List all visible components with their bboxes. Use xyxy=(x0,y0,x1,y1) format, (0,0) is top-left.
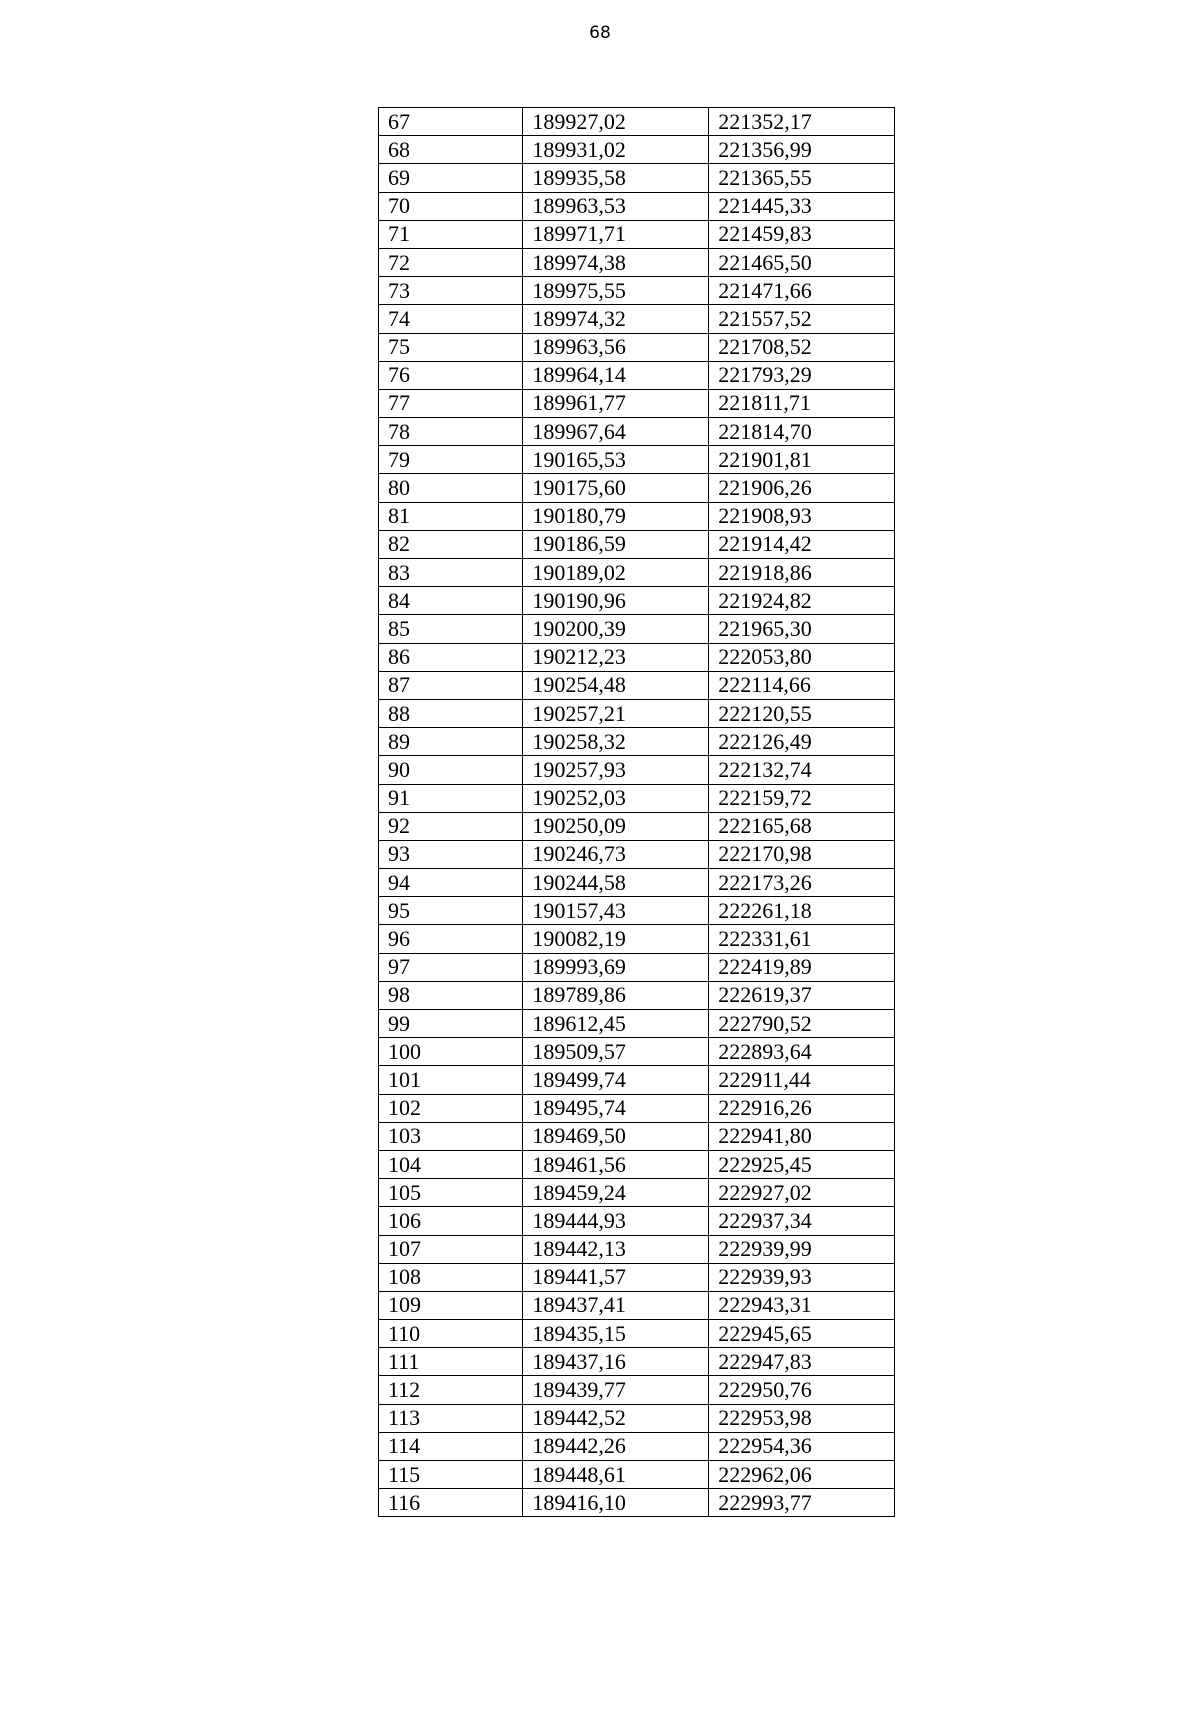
point-number-cell: 86 xyxy=(379,643,523,671)
x-coordinate-cell: 189963,53 xyxy=(523,192,709,220)
point-number-cell: 92 xyxy=(379,812,523,840)
y-coordinate-cell: 222993,77 xyxy=(709,1489,895,1517)
x-coordinate-cell: 189442,13 xyxy=(523,1235,709,1263)
point-number-cell: 107 xyxy=(379,1235,523,1263)
point-number-cell: 97 xyxy=(379,953,523,981)
y-coordinate-cell: 222053,80 xyxy=(709,643,895,671)
y-coordinate-cell: 222953,98 xyxy=(709,1404,895,1432)
table-row xyxy=(379,1122,895,1150)
point-number-cell: 74 xyxy=(379,305,523,333)
y-coordinate-cell: 222159,72 xyxy=(709,784,895,812)
point-number-cell: 105 xyxy=(379,1179,523,1207)
x-coordinate-cell: 190250,09 xyxy=(523,812,709,840)
x-coordinate-cell: 189971,71 xyxy=(523,220,709,248)
table-row xyxy=(379,840,895,868)
x-coordinate-cell: 189442,52 xyxy=(523,1404,709,1432)
point-number-cell: 103 xyxy=(379,1122,523,1150)
y-coordinate-cell: 222939,93 xyxy=(709,1263,895,1291)
x-coordinate-cell: 189441,57 xyxy=(523,1263,709,1291)
y-coordinate-cell: 221924,82 xyxy=(709,587,895,615)
point-number-cell: 104 xyxy=(379,1150,523,1178)
x-coordinate-cell: 190082,19 xyxy=(523,925,709,953)
table-row xyxy=(379,1376,895,1404)
x-coordinate-cell: 190246,73 xyxy=(523,840,709,868)
point-number-cell: 84 xyxy=(379,587,523,615)
x-coordinate-cell: 189444,93 xyxy=(523,1207,709,1235)
x-coordinate-cell: 190157,43 xyxy=(523,897,709,925)
point-number-cell: 67 xyxy=(379,108,523,136)
x-coordinate-cell: 190190,96 xyxy=(523,587,709,615)
coordinates-table-body xyxy=(379,108,895,1517)
point-number-cell: 71 xyxy=(379,220,523,248)
x-coordinate-cell: 190175,60 xyxy=(523,474,709,502)
x-coordinate-cell: 189963,56 xyxy=(523,333,709,361)
y-coordinate-cell: 222945,65 xyxy=(709,1320,895,1348)
point-number-cell: 68 xyxy=(379,136,523,164)
y-coordinate-cell: 222173,26 xyxy=(709,869,895,897)
table-row xyxy=(379,812,895,840)
point-number-cell: 96 xyxy=(379,925,523,953)
y-coordinate-cell: 221914,42 xyxy=(709,530,895,558)
point-number-cell: 87 xyxy=(379,671,523,699)
y-coordinate-cell: 222619,37 xyxy=(709,981,895,1009)
point-number-cell: 89 xyxy=(379,728,523,756)
x-coordinate-cell: 189499,74 xyxy=(523,1066,709,1094)
x-coordinate-cell: 190212,23 xyxy=(523,643,709,671)
x-coordinate-cell: 190254,48 xyxy=(523,671,709,699)
x-coordinate-cell: 190180,79 xyxy=(523,502,709,530)
x-coordinate-cell: 189509,57 xyxy=(523,1038,709,1066)
table-row xyxy=(379,192,895,220)
point-number-cell: 70 xyxy=(379,192,523,220)
x-coordinate-cell: 189442,26 xyxy=(523,1432,709,1460)
y-coordinate-cell: 222790,52 xyxy=(709,1010,895,1038)
y-coordinate-cell: 222950,76 xyxy=(709,1376,895,1404)
y-coordinate-cell: 221708,52 xyxy=(709,333,895,361)
y-coordinate-cell: 222937,34 xyxy=(709,1207,895,1235)
table-row xyxy=(379,643,895,671)
y-coordinate-cell: 221901,81 xyxy=(709,446,895,474)
point-number-cell: 80 xyxy=(379,474,523,502)
x-coordinate-cell: 189469,50 xyxy=(523,1122,709,1150)
table-row xyxy=(379,784,895,812)
point-number-cell: 114 xyxy=(379,1432,523,1460)
y-coordinate-cell: 221365,55 xyxy=(709,164,895,192)
table-row xyxy=(379,1461,895,1489)
coordinates-table xyxy=(378,107,895,1517)
y-coordinate-cell: 222126,49 xyxy=(709,728,895,756)
point-number-cell: 98 xyxy=(379,981,523,1009)
y-coordinate-cell: 222419,89 xyxy=(709,953,895,981)
table-row xyxy=(379,756,895,784)
point-number-cell: 106 xyxy=(379,1207,523,1235)
table-row xyxy=(379,925,895,953)
y-coordinate-cell: 222939,99 xyxy=(709,1235,895,1263)
table-row xyxy=(379,474,895,502)
x-coordinate-cell: 189974,32 xyxy=(523,305,709,333)
x-coordinate-cell: 190252,03 xyxy=(523,784,709,812)
y-coordinate-cell: 221459,83 xyxy=(709,220,895,248)
table-row xyxy=(379,136,895,164)
point-number-cell: 69 xyxy=(379,164,523,192)
point-number-cell: 83 xyxy=(379,559,523,587)
x-coordinate-cell: 189461,56 xyxy=(523,1150,709,1178)
y-coordinate-cell: 222114,66 xyxy=(709,671,895,699)
y-coordinate-cell: 222893,64 xyxy=(709,1038,895,1066)
point-number-cell: 94 xyxy=(379,869,523,897)
y-coordinate-cell: 221918,86 xyxy=(709,559,895,587)
y-coordinate-cell: 221352,17 xyxy=(709,108,895,136)
y-coordinate-cell: 222943,31 xyxy=(709,1291,895,1319)
table-row xyxy=(379,389,895,417)
x-coordinate-cell: 190244,58 xyxy=(523,869,709,897)
table-row xyxy=(379,1489,895,1517)
y-coordinate-cell: 222165,68 xyxy=(709,812,895,840)
point-number-cell: 78 xyxy=(379,418,523,446)
y-coordinate-cell: 221793,29 xyxy=(709,361,895,389)
table-row xyxy=(379,305,895,333)
x-coordinate-cell: 189459,24 xyxy=(523,1179,709,1207)
table-row xyxy=(379,1320,895,1348)
point-number-cell: 99 xyxy=(379,1010,523,1038)
point-number-cell: 102 xyxy=(379,1094,523,1122)
table-row xyxy=(379,1404,895,1432)
point-number-cell: 75 xyxy=(379,333,523,361)
x-coordinate-cell: 189495,74 xyxy=(523,1094,709,1122)
table-row xyxy=(379,615,895,643)
table-row xyxy=(379,1348,895,1376)
y-coordinate-cell: 221465,50 xyxy=(709,248,895,276)
x-coordinate-cell: 189437,41 xyxy=(523,1291,709,1319)
table-row xyxy=(379,728,895,756)
x-coordinate-cell: 189964,14 xyxy=(523,361,709,389)
table-row xyxy=(379,1235,895,1263)
y-coordinate-cell: 222120,55 xyxy=(709,699,895,727)
y-coordinate-cell: 221557,52 xyxy=(709,305,895,333)
y-coordinate-cell: 221908,93 xyxy=(709,502,895,530)
y-coordinate-cell: 222962,06 xyxy=(709,1461,895,1489)
point-number-cell: 79 xyxy=(379,446,523,474)
x-coordinate-cell: 190200,39 xyxy=(523,615,709,643)
table-row xyxy=(379,277,895,305)
point-number-cell: 81 xyxy=(379,502,523,530)
point-number-cell: 85 xyxy=(379,615,523,643)
x-coordinate-cell: 189448,61 xyxy=(523,1461,709,1489)
table-row xyxy=(379,530,895,558)
x-coordinate-cell: 189974,38 xyxy=(523,248,709,276)
y-coordinate-cell: 222132,74 xyxy=(709,756,895,784)
table-row xyxy=(379,164,895,192)
point-number-cell: 88 xyxy=(379,699,523,727)
point-number-cell: 111 xyxy=(379,1348,523,1376)
table-row xyxy=(379,559,895,587)
y-coordinate-cell: 222947,83 xyxy=(709,1348,895,1376)
y-coordinate-cell: 222170,98 xyxy=(709,840,895,868)
table-row xyxy=(379,446,895,474)
y-coordinate-cell: 222941,80 xyxy=(709,1122,895,1150)
x-coordinate-cell: 189927,02 xyxy=(523,108,709,136)
x-coordinate-cell: 189993,69 xyxy=(523,953,709,981)
table-row xyxy=(379,418,895,446)
table-row xyxy=(379,502,895,530)
point-number-cell: 116 xyxy=(379,1489,523,1517)
x-coordinate-cell: 190257,93 xyxy=(523,756,709,784)
y-coordinate-cell: 222927,02 xyxy=(709,1179,895,1207)
point-number-cell: 95 xyxy=(379,897,523,925)
point-number-cell: 110 xyxy=(379,1320,523,1348)
x-coordinate-cell: 189961,77 xyxy=(523,389,709,417)
point-number-cell: 72 xyxy=(379,248,523,276)
point-number-cell: 109 xyxy=(379,1291,523,1319)
x-coordinate-cell: 189437,16 xyxy=(523,1348,709,1376)
x-coordinate-cell: 189935,58 xyxy=(523,164,709,192)
point-number-cell: 100 xyxy=(379,1038,523,1066)
y-coordinate-cell: 222331,61 xyxy=(709,925,895,953)
y-coordinate-cell: 222954,36 xyxy=(709,1432,895,1460)
y-coordinate-cell: 222916,26 xyxy=(709,1094,895,1122)
x-coordinate-cell: 189931,02 xyxy=(523,136,709,164)
table-row xyxy=(379,587,895,615)
point-number-cell: 76 xyxy=(379,361,523,389)
table-row xyxy=(379,1038,895,1066)
point-number-cell: 90 xyxy=(379,756,523,784)
x-coordinate-cell: 189416,10 xyxy=(523,1489,709,1517)
table-row xyxy=(379,869,895,897)
table-row xyxy=(379,981,895,1009)
table-row xyxy=(379,108,895,136)
y-coordinate-cell: 221814,70 xyxy=(709,418,895,446)
table-row xyxy=(379,1207,895,1235)
table-row xyxy=(379,1179,895,1207)
table-row xyxy=(379,361,895,389)
table-row xyxy=(379,953,895,981)
table-row xyxy=(379,1150,895,1178)
page-number: 68 xyxy=(589,23,611,43)
x-coordinate-cell: 189975,55 xyxy=(523,277,709,305)
x-coordinate-cell: 189435,15 xyxy=(523,1320,709,1348)
point-number-cell: 101 xyxy=(379,1066,523,1094)
point-number-cell: 93 xyxy=(379,840,523,868)
table-row xyxy=(379,1010,895,1038)
point-number-cell: 91 xyxy=(379,784,523,812)
x-coordinate-cell: 190165,53 xyxy=(523,446,709,474)
y-coordinate-cell: 221356,99 xyxy=(709,136,895,164)
table-row xyxy=(379,1094,895,1122)
x-coordinate-cell: 189789,86 xyxy=(523,981,709,1009)
point-number-cell: 113 xyxy=(379,1404,523,1432)
table-row xyxy=(379,248,895,276)
x-coordinate-cell: 190186,59 xyxy=(523,530,709,558)
x-coordinate-cell: 190257,21 xyxy=(523,699,709,727)
x-coordinate-cell: 190258,32 xyxy=(523,728,709,756)
y-coordinate-cell: 221906,26 xyxy=(709,474,895,502)
x-coordinate-cell: 189439,77 xyxy=(523,1376,709,1404)
point-number-cell: 112 xyxy=(379,1376,523,1404)
point-number-cell: 108 xyxy=(379,1263,523,1291)
y-coordinate-cell: 221471,66 xyxy=(709,277,895,305)
table-row xyxy=(379,220,895,248)
point-number-cell: 115 xyxy=(379,1461,523,1489)
y-coordinate-cell: 222911,44 xyxy=(709,1066,895,1094)
point-number-cell: 73 xyxy=(379,277,523,305)
y-coordinate-cell: 221445,33 xyxy=(709,192,895,220)
y-coordinate-cell: 222925,45 xyxy=(709,1150,895,1178)
point-number-cell: 77 xyxy=(379,389,523,417)
point-number-cell: 82 xyxy=(379,530,523,558)
table-row xyxy=(379,671,895,699)
table-row xyxy=(379,333,895,361)
table-row xyxy=(379,897,895,925)
table-row xyxy=(379,1432,895,1460)
x-coordinate-cell: 190189,02 xyxy=(523,559,709,587)
table-row xyxy=(379,1066,895,1094)
y-coordinate-cell: 221811,71 xyxy=(709,389,895,417)
table-row xyxy=(379,1291,895,1319)
table-row xyxy=(379,699,895,727)
y-coordinate-cell: 221965,30 xyxy=(709,615,895,643)
x-coordinate-cell: 189612,45 xyxy=(523,1010,709,1038)
x-coordinate-cell: 189967,64 xyxy=(523,418,709,446)
table-row xyxy=(379,1263,895,1291)
y-coordinate-cell: 222261,18 xyxy=(709,897,895,925)
